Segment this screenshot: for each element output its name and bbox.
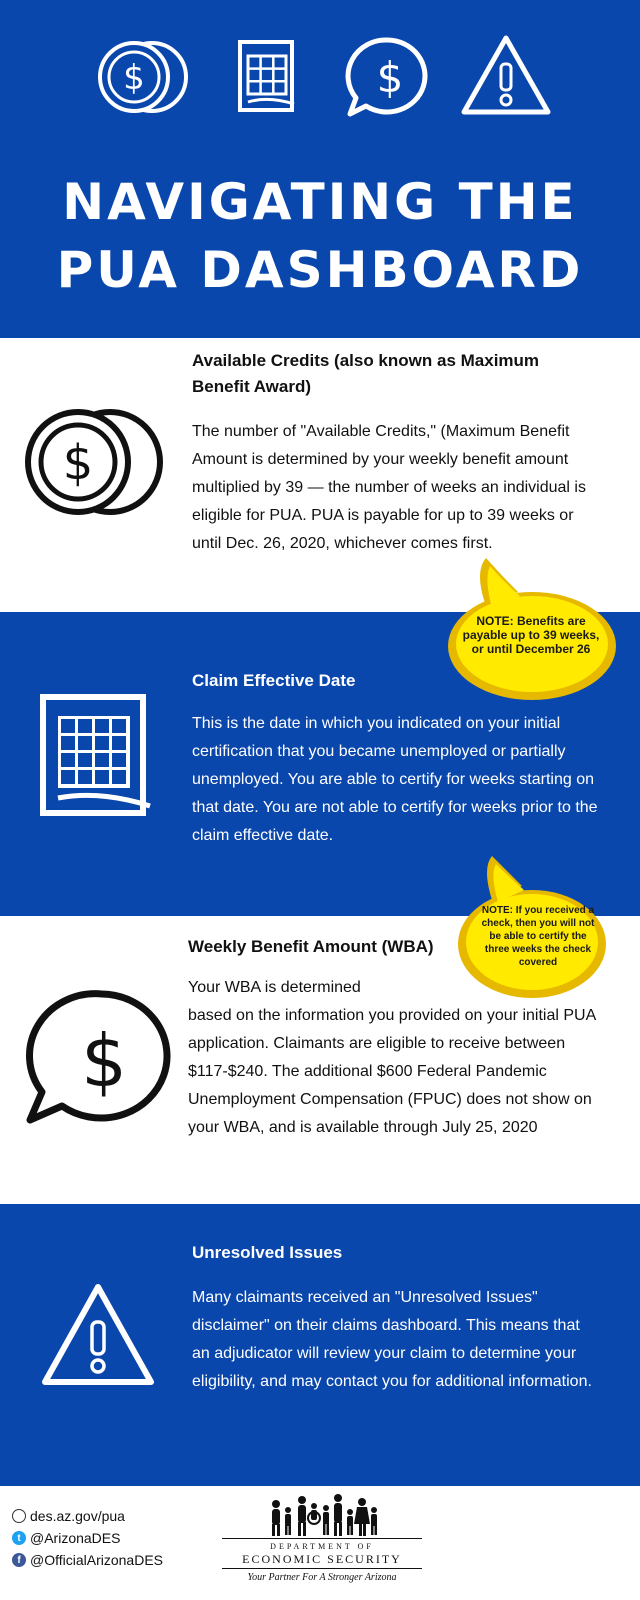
section-body: Many claimants received an "Unresolved Issues" disclaimer" on their claims dashboard. This means that an adjudicator will review your claim to determine your eligibility, and may contact you for additional information. <box>192 1289 592 1390</box>
section-body: The number of "Available Credits," (Maximum Benefit Amount is determined by your weekly benefit amount multiplied by 39 — the number of weeks an individual is eligible for PUA. PUA is payable for up to 39 weeks or until Dec. 26, 2020, whichever comes first. <box>192 423 586 552</box>
footer-website[interactable] <box>12 1508 125 1524</box>
section-title: Weekly Benefit Amount (WBA) <box>188 937 434 956</box>
note-check: NOTE: If you received a check, then you will not be able to certify the three weeks the check covered <box>481 905 595 968</box>
section-title: Available Credits (also known as Maximum Benefit Award) <box>192 351 540 396</box>
twitter-handle[interactable]: @ArizonaDES <box>30 1530 121 1546</box>
footer-twitter[interactable] <box>12 1530 120 1546</box>
website-link[interactable]: des.az.gov/pua <box>30 1508 125 1524</box>
section-body-line-1: Your WBA is determined <box>188 979 361 996</box>
logo-divider <box>222 1538 422 1539</box>
coins-icon <box>96 38 192 116</box>
section-title: Unresolved Issues <box>192 1243 343 1262</box>
section-title: Claim Effective Date <box>192 671 356 690</box>
calendar-icon <box>40 694 156 822</box>
facebook-handle[interactable]: @OfficialArizonaDES <box>30 1552 163 1568</box>
section-body: This is the date in which you indicated on your initial certification that you became unemployed or partially unemployed. You are able to certify for weeks starting on that date. You are not able to certify for weeks prior to the claim effective date. <box>192 715 598 844</box>
note-benefits: NOTE: Benefits are payable up to 39 weeks, or until December 26 <box>462 614 600 656</box>
twitter-icon: t <box>12 1531 26 1545</box>
section-body: based on the information you provided on your initial PUA application. Claimants are eligible to receive between $117-$240. The additional $600 Federal Pandemic Unemployment Compensation (FPUC) does not show on your WBA, and is available through July 25, 2020 <box>188 1007 596 1136</box>
org-line-1: DEPARTMENT OF <box>270 1542 374 1551</box>
svg-text:$: $ <box>376 53 404 102</box>
warning-triangle-icon <box>40 1282 156 1388</box>
svg-text:$: $ <box>62 435 94 491</box>
facebook-icon: f <box>12 1553 26 1567</box>
section-unresolved-issues <box>0 1204 640 1486</box>
warning-triangle-icon <box>460 34 552 116</box>
des-family-logo <box>262 1490 386 1538</box>
svg-text:$: $ <box>123 58 145 98</box>
dollar-speech-bubble-icon <box>344 36 432 118</box>
tagline: Your Partner For A Stronger Arizona <box>247 1572 397 1583</box>
logo-divider <box>222 1568 422 1569</box>
footer <box>0 1486 640 1600</box>
dollar-speech-bubble-icon <box>22 988 174 1126</box>
coins-icon <box>22 406 164 518</box>
org-line-2: ECONOMIC SECURITY <box>242 1552 402 1566</box>
title-line-1: NAVIGATING THE <box>62 173 578 231</box>
svg-text:$: $ <box>81 1019 127 1103</box>
calendar-icon <box>238 40 298 114</box>
globe-icon <box>12 1509 26 1523</box>
header-banner <box>0 0 640 338</box>
page-title <box>0 168 640 304</box>
title-line-2: PUA DASHBOARD <box>56 241 584 299</box>
footer-facebook[interactable] <box>12 1552 163 1568</box>
